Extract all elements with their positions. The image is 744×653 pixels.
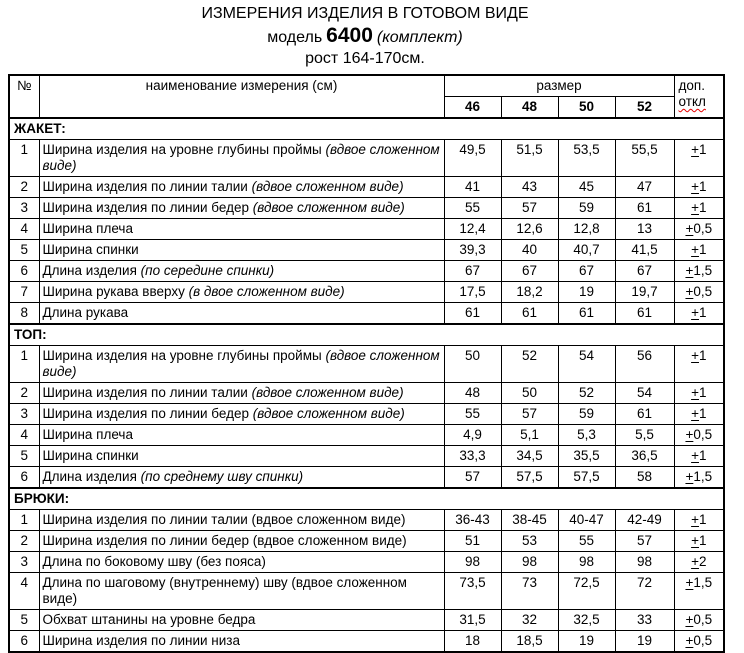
tolerance-value [674,303,724,325]
measurement-name [39,219,444,240]
size-value: 4,9 [444,425,501,446]
row-number: 3 [9,198,39,219]
tolerance-number: 1 [698,348,707,363]
tolerance-number: 1 [698,406,707,421]
measurement-name-text: Ширина плеча [42,221,133,236]
model-note: (комплект) [376,29,463,46]
size-value: 19 [558,282,615,303]
size-value: 52 [558,383,615,404]
size-value: 5,3 [558,425,615,446]
size-value: 53,5 [558,140,615,177]
measurement-name-text: Длина рукава [42,305,129,320]
section-row [9,118,724,140]
measurement-note: (вдвое сложенном виде) [252,406,405,421]
table-row [9,404,724,425]
size-value: 55,5 [615,140,674,177]
size-value: 61 [615,198,674,219]
size-value: 19 [558,631,615,653]
title-block [0,4,730,69]
row-number: 1 [9,510,39,531]
tolerance-value [674,240,724,261]
tolerance-sign: + [685,284,694,299]
size-value: 19,7 [615,282,674,303]
tolerance-value [674,219,724,240]
measurement-name-text: Ширина изделия на уровне глубины проймы [42,142,322,157]
tolerance-sign: + [691,385,699,400]
row-number: 6 [9,467,39,489]
page-title: ИЗМЕРЕНИЯ ИЗДЕЛИЯ В ГОТОВОМ ВИДЕ [201,5,529,22]
row-number: 5 [9,610,39,631]
size-value: 41,5 [615,240,674,261]
row-number: 4 [9,219,39,240]
measurement-name [39,346,444,383]
measurement-name-text: Ширина спинки [42,242,139,257]
tolerance-sign: + [685,575,694,590]
size-value: 72,5 [558,573,615,610]
size-value: 59 [558,404,615,425]
tolerance-sign: + [691,242,699,257]
row-number: 2 [9,531,39,552]
tolerance-sign: + [691,142,699,157]
measurement-name-text: Длина изделия [42,469,137,484]
measurement-name [39,531,444,552]
measurement-name [39,610,444,631]
tolerance-number: 0,5 [693,284,713,299]
size-value: 40-47 [558,510,615,531]
measurement-name [39,303,444,325]
size-value: 33 [615,610,674,631]
measurement-name [39,240,444,261]
measurement-name-text: Ширина изделия по линии бедер [42,406,249,421]
measurement-name [39,510,444,531]
measurement-note: (вдвое сложенном виде) [42,348,440,379]
measurement-note: (вдвое сложенном виде) [251,385,404,400]
section-label: ЖАКЕТ: [9,118,724,140]
size-value: 49,5 [444,140,501,177]
header-size-46: 46 [444,97,501,119]
measurement-name [39,140,444,177]
table-row [9,446,724,467]
row-number: 3 [9,404,39,425]
header-num: № [9,75,39,118]
tolerance-number: 1 [698,242,707,257]
measurement-name [39,198,444,219]
table-row [9,510,724,531]
size-value: 98 [615,552,674,573]
size-value: 57,5 [558,467,615,489]
size-value: 32 [501,610,558,631]
measurement-name [39,177,444,198]
measurement-name-text: Обхват штанины на уровне бедра [42,612,256,627]
size-value: 55 [444,198,501,219]
table-row [9,303,724,325]
size-value: 73 [501,573,558,610]
size-value: 57 [501,198,558,219]
size-value: 36,5 [615,446,674,467]
measurement-name-text: Длина по боковому шву (без пояса) [42,554,266,569]
tolerance-value [674,531,724,552]
size-value: 50 [501,383,558,404]
size-value: 61 [558,303,615,325]
tolerance-sign: + [691,200,699,215]
measurement-note: (вдвое сложенном виде) [252,200,405,215]
tolerance-value [674,467,724,489]
measurement-name [39,282,444,303]
measurement-name [39,404,444,425]
size-value: 35,5 [558,446,615,467]
model-number: 6400 [326,24,373,47]
tolerance-value [674,610,724,631]
measurement-name [39,383,444,404]
size-value: 33,3 [444,446,501,467]
table-row [9,219,724,240]
measurement-note: (по среднему шву спинки) [140,469,304,484]
table-row [9,425,724,446]
tolerance-number: 0,5 [693,427,713,442]
row-number: 1 [9,346,39,383]
size-value: 67 [444,261,501,282]
table-row [9,282,724,303]
measurement-name [39,467,444,489]
tolerance-value [674,404,724,425]
model-line [0,24,730,49]
table-row [9,531,724,552]
measurement-name [39,446,444,467]
table-row [9,631,724,653]
size-value: 17,5 [444,282,501,303]
measurement-name [39,261,444,282]
table-row [9,198,724,219]
size-value: 13 [615,219,674,240]
size-value: 67 [615,261,674,282]
size-value: 55 [558,531,615,552]
size-value: 5,1 [501,425,558,446]
tolerance-value [674,573,724,610]
section-row [9,324,724,346]
size-value: 67 [501,261,558,282]
size-value: 54 [558,346,615,383]
measurement-name-text: Ширина рукава вверху [42,284,185,299]
size-value: 98 [501,552,558,573]
row-number: 5 [9,240,39,261]
tolerance-number: 1 [698,305,707,320]
table-row [9,610,724,631]
size-value: 38-45 [501,510,558,531]
size-value: 57 [615,531,674,552]
measurement-name-text: Ширина изделия по линии талии [42,179,248,194]
measurement-name-text: Ширина изделия на уровне глубины проймы [42,348,322,363]
tolerance-sign: + [691,406,699,421]
size-value: 5,5 [615,425,674,446]
table-row [9,261,724,282]
tolerance-number: 1 [698,142,707,157]
row-number: 6 [9,631,39,653]
measurement-name [39,425,444,446]
measurement-name-text: Ширина спинки [42,448,139,463]
row-number: 3 [9,552,39,573]
size-value: 32,5 [558,610,615,631]
tolerance-sign: + [685,633,694,648]
measurement-name [39,573,444,610]
size-value: 12,4 [444,219,501,240]
header-size-48: 48 [501,97,558,119]
measurement-note: (вдвое сложенном виде) [251,179,404,194]
size-value: 12,8 [558,219,615,240]
model-label: модель [267,29,323,46]
table-body [9,118,724,652]
tolerance-sign: + [691,348,699,363]
size-value: 61 [501,303,558,325]
measurement-name-text: Ширина плеча [42,427,133,442]
tolerance-sign: + [685,612,694,627]
size-value: 52 [501,346,558,383]
measurement-name-text: Ширина изделия по линии низа [42,633,240,648]
size-value: 48 [444,383,501,404]
size-value: 41 [444,177,501,198]
row-number: 8 [9,303,39,325]
size-value: 40 [501,240,558,261]
size-value: 51,5 [501,140,558,177]
size-value: 47 [615,177,674,198]
size-value: 18,2 [501,282,558,303]
tolerance-number: 1 [698,179,707,194]
tolerance-number: 2 [698,554,707,569]
tolerance-value [674,282,724,303]
table-row [9,383,724,404]
header-size-52: 52 [615,97,674,119]
size-value: 45 [558,177,615,198]
header-tolerance [674,75,724,118]
height-range: рост 164-170см. [305,50,425,67]
tolerance-number: 0,5 [693,221,713,236]
table-row [9,240,724,261]
tolerance-number: 1 [698,385,707,400]
size-value: 56 [615,346,674,383]
measurement-name-text: Ширина изделия по линии талии (вдвое сложенном виде) [42,512,406,527]
size-value: 50 [444,346,501,383]
measurement-name-text: Длина изделия [42,263,137,278]
size-value: 98 [558,552,615,573]
header-measurement-name: наименование измерения (см) [39,75,444,118]
size-value: 43 [501,177,558,198]
tolerance-number: 1 [698,512,707,527]
tolerance-number: 0,5 [693,633,713,648]
tolerance-value [674,261,724,282]
section-row [9,488,724,510]
tolerance-value [674,198,724,219]
tolerance-value [674,346,724,383]
tolerance-value [674,383,724,404]
tolerance-number: 1 [698,448,707,463]
measurement-name-text: Ширина изделия по линии бедер [42,200,249,215]
size-value: 58 [615,467,674,489]
size-value: 57 [444,467,501,489]
tolerance-number: 1,5 [693,469,713,484]
tolerance-sign: + [691,512,699,527]
table-header [9,75,724,118]
measurement-note: (вдвое сложенном виде) [42,142,440,173]
size-value: 39,3 [444,240,501,261]
size-value: 61 [615,404,674,425]
row-number: 1 [9,140,39,177]
tolerance-value [674,140,724,177]
section-label: ТОП: [9,324,724,346]
section-label: БРЮКИ: [9,488,724,510]
tolerance-number: 1 [698,533,707,548]
size-value: 53 [501,531,558,552]
tolerance-value [674,446,724,467]
size-value: 34,5 [501,446,558,467]
row-number: 6 [9,261,39,282]
measurement-name-text: Длина по шаговому (внутреннему) шву (вдвое сложенном виде) [42,575,407,606]
measurements-table [8,74,725,653]
tolerance-sign: + [691,305,699,320]
size-value: 19 [615,631,674,653]
header-size-group: размер [444,75,674,97]
size-value: 54 [615,383,674,404]
measurement-name-text: Ширина изделия по линии талии [42,385,248,400]
measurement-note: (по середине спинки) [140,263,275,278]
size-value: 18 [444,631,501,653]
size-value: 59 [558,198,615,219]
size-value: 55 [444,404,501,425]
size-value: 73,5 [444,573,501,610]
header-size-50: 50 [558,97,615,119]
tolerance-sign: + [685,221,694,236]
size-value: 61 [444,303,501,325]
row-number: 2 [9,383,39,404]
row-number: 5 [9,446,39,467]
table-row [9,552,724,573]
size-value: 12,6 [501,219,558,240]
size-value: 72 [615,573,674,610]
tolerance-sign: + [691,554,699,569]
row-number: 7 [9,282,39,303]
size-value: 36-43 [444,510,501,531]
table-row [9,573,724,610]
tolerance-sign: + [691,533,699,548]
header-tolerance-line1: доп. [678,78,705,93]
measurement-name [39,631,444,653]
row-number: 2 [9,177,39,198]
size-value: 67 [558,261,615,282]
table-row [9,467,724,489]
table-row [9,177,724,198]
tolerance-sign: + [691,448,699,463]
size-value: 18,5 [501,631,558,653]
header-tolerance-line2: откл [678,94,706,109]
tolerance-sign: + [685,263,694,278]
table-row [9,346,724,383]
tolerance-value [674,177,724,198]
tolerance-sign: + [685,427,694,442]
measurement-name-text: Ширина изделия по линии бедер (вдвое сложенном виде) [42,533,407,548]
row-number: 4 [9,573,39,610]
tolerance-sign: + [685,469,694,484]
row-number: 4 [9,425,39,446]
size-value: 40,7 [558,240,615,261]
tolerance-number: 0,5 [693,612,713,627]
size-value: 98 [444,552,501,573]
tolerance-value [674,552,724,573]
tolerance-number: 1,5 [693,263,713,278]
size-value: 57,5 [501,467,558,489]
tolerance-number: 1 [698,200,707,215]
tolerance-value [674,631,724,653]
measurement-note: (в двое сложенном виде) [188,284,345,299]
table-row [9,140,724,177]
measurement-name [39,552,444,573]
size-value: 61 [615,303,674,325]
size-value: 57 [501,404,558,425]
size-value: 42-49 [615,510,674,531]
tolerance-value [674,510,724,531]
tolerance-value [674,425,724,446]
size-value: 51 [444,531,501,552]
tolerance-sign: + [691,179,699,194]
size-value: 31,5 [444,610,501,631]
tolerance-number: 1,5 [693,575,713,590]
